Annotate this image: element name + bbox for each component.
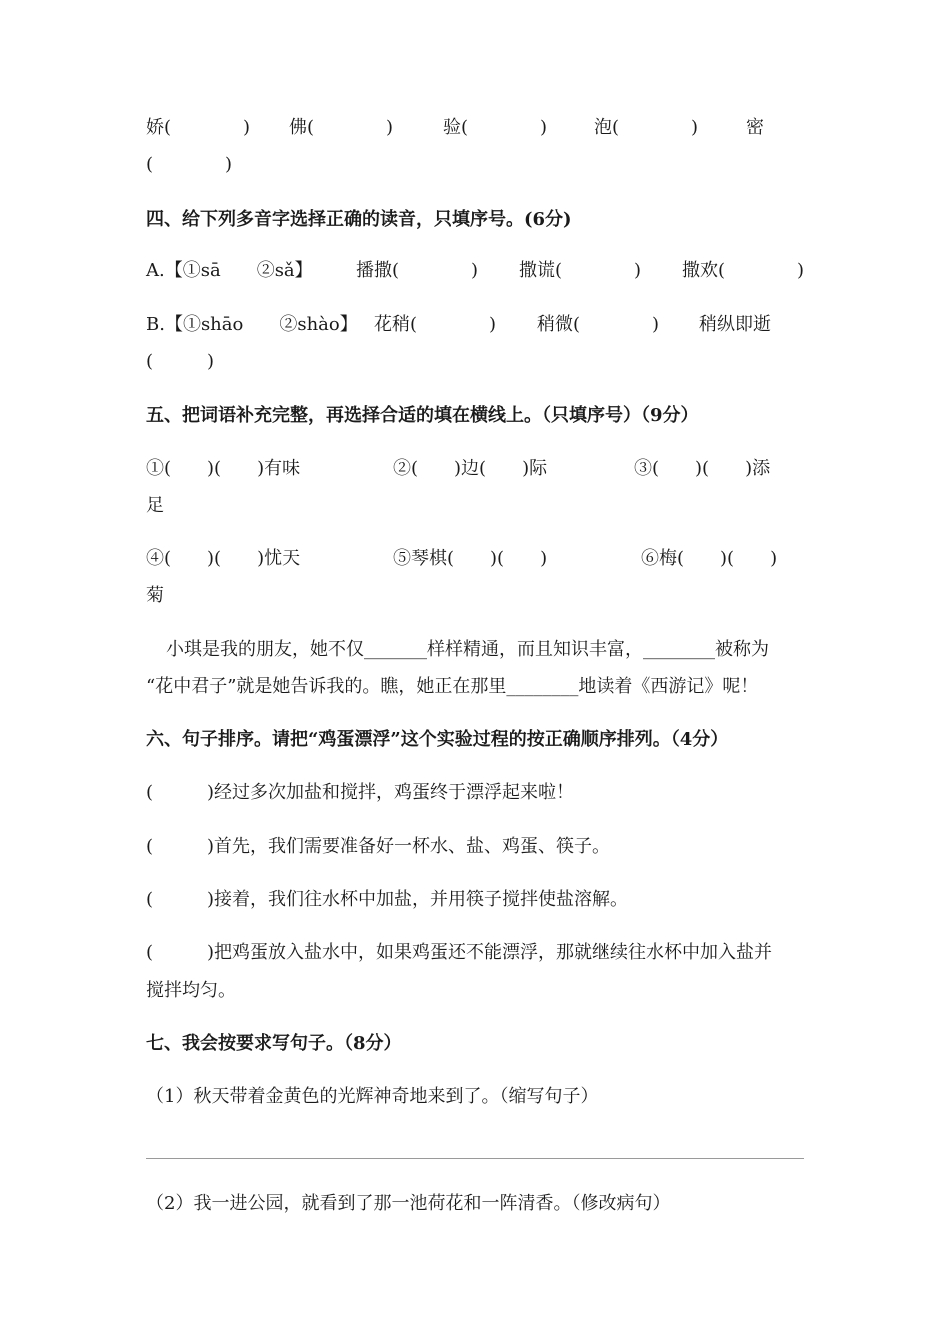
word-item-shaozongjishi-blank: ( ): [146, 351, 215, 372]
idiom-item-6: ⑥梅( )( ): [641, 548, 778, 569]
idiom-item-6-cont: 菊: [146, 585, 164, 606]
question-1: （1）秋天带着金黄色的光辉神奇地来到了。（缩写句子）: [146, 1086, 599, 1107]
answer-line: [146, 1158, 804, 1159]
pronunciation-options-a: A.【①sā ②sǎ】: [146, 260, 313, 281]
word-item-huashao: 花稍( ): [374, 314, 497, 335]
char-item-pao: 泡( ): [594, 117, 699, 138]
idiom-item-1: ①( )( )有味: [146, 458, 301, 479]
char-item-jiao: 娇( ): [146, 117, 251, 138]
word-item-bosa: 播撒( ): [356, 260, 479, 281]
section-5-heading: 五、把词语补充完整，再选择合适的填在横线上。（只填序号）（9分）: [146, 405, 699, 426]
idiom-item-2: ②( )边( )际: [393, 458, 548, 479]
order-item-1: ( )经过多次加盐和搅拌，鸡蛋终于漂浮起来啦！: [146, 782, 575, 803]
fill-paragraph-line-2: “花中君子”就是她告诉我的。瞧，她正在那里________地读着《西游记》呢！: [146, 676, 759, 697]
char-item-yan: 验( ): [443, 117, 548, 138]
idiom-item-5: ⑤琴棋( )( ): [393, 548, 548, 569]
question-2: （2）我一进公园，就看到了那一池荷花和一阵清香。（修改病句）: [146, 1193, 671, 1214]
order-item-4: ( )把鸡蛋放入盐水中，如果鸡蛋还不能漂浮，那就继续往水杯中加入盐并: [146, 942, 773, 963]
section-4-heading: 四、给下列多音字选择正确的读音，只填序号。(6分): [146, 209, 572, 230]
idiom-item-3-cont: 足: [146, 495, 164, 516]
char-item-mi: 密: [746, 117, 764, 138]
char-item-mi-blank: ( ): [146, 154, 233, 175]
pronunciation-options-b: B.【①shāo ②shào】: [146, 314, 358, 335]
order-item-3: ( )接着，我们往水杯中加盐，并用筷子搅拌使盐溶解。: [146, 889, 629, 910]
char-item-fo: 佛( ): [289, 117, 394, 138]
idiom-item-4: ④( )( )忧天: [146, 548, 301, 569]
word-item-sahuang: 撒谎( ): [519, 260, 642, 281]
idiom-item-3: ③( )( )添: [634, 458, 771, 479]
order-item-2: ( )首先，我们需要准备好一杯水、盐、鸡蛋、筷子。: [146, 836, 611, 857]
word-item-shaozongjishi: 稍纵即逝: [699, 314, 771, 335]
word-item-sahuan: 撒欢( ): [682, 260, 805, 281]
fill-paragraph-line-1: 小琪是我的朋友，她不仅_______样样精通，而且知识丰富，________被称为: [166, 639, 769, 660]
section-6-heading: 六、句子排序。请把“鸡蛋漂浮”这个实验过程的按正确顺序排列。（4分）: [146, 729, 729, 750]
order-item-4-cont: 搅拌均匀。: [146, 980, 236, 1001]
word-item-shaowei: 稍微( ): [537, 314, 660, 335]
section-7-heading: 七、我会按要求写句子。（8分）: [146, 1033, 402, 1054]
